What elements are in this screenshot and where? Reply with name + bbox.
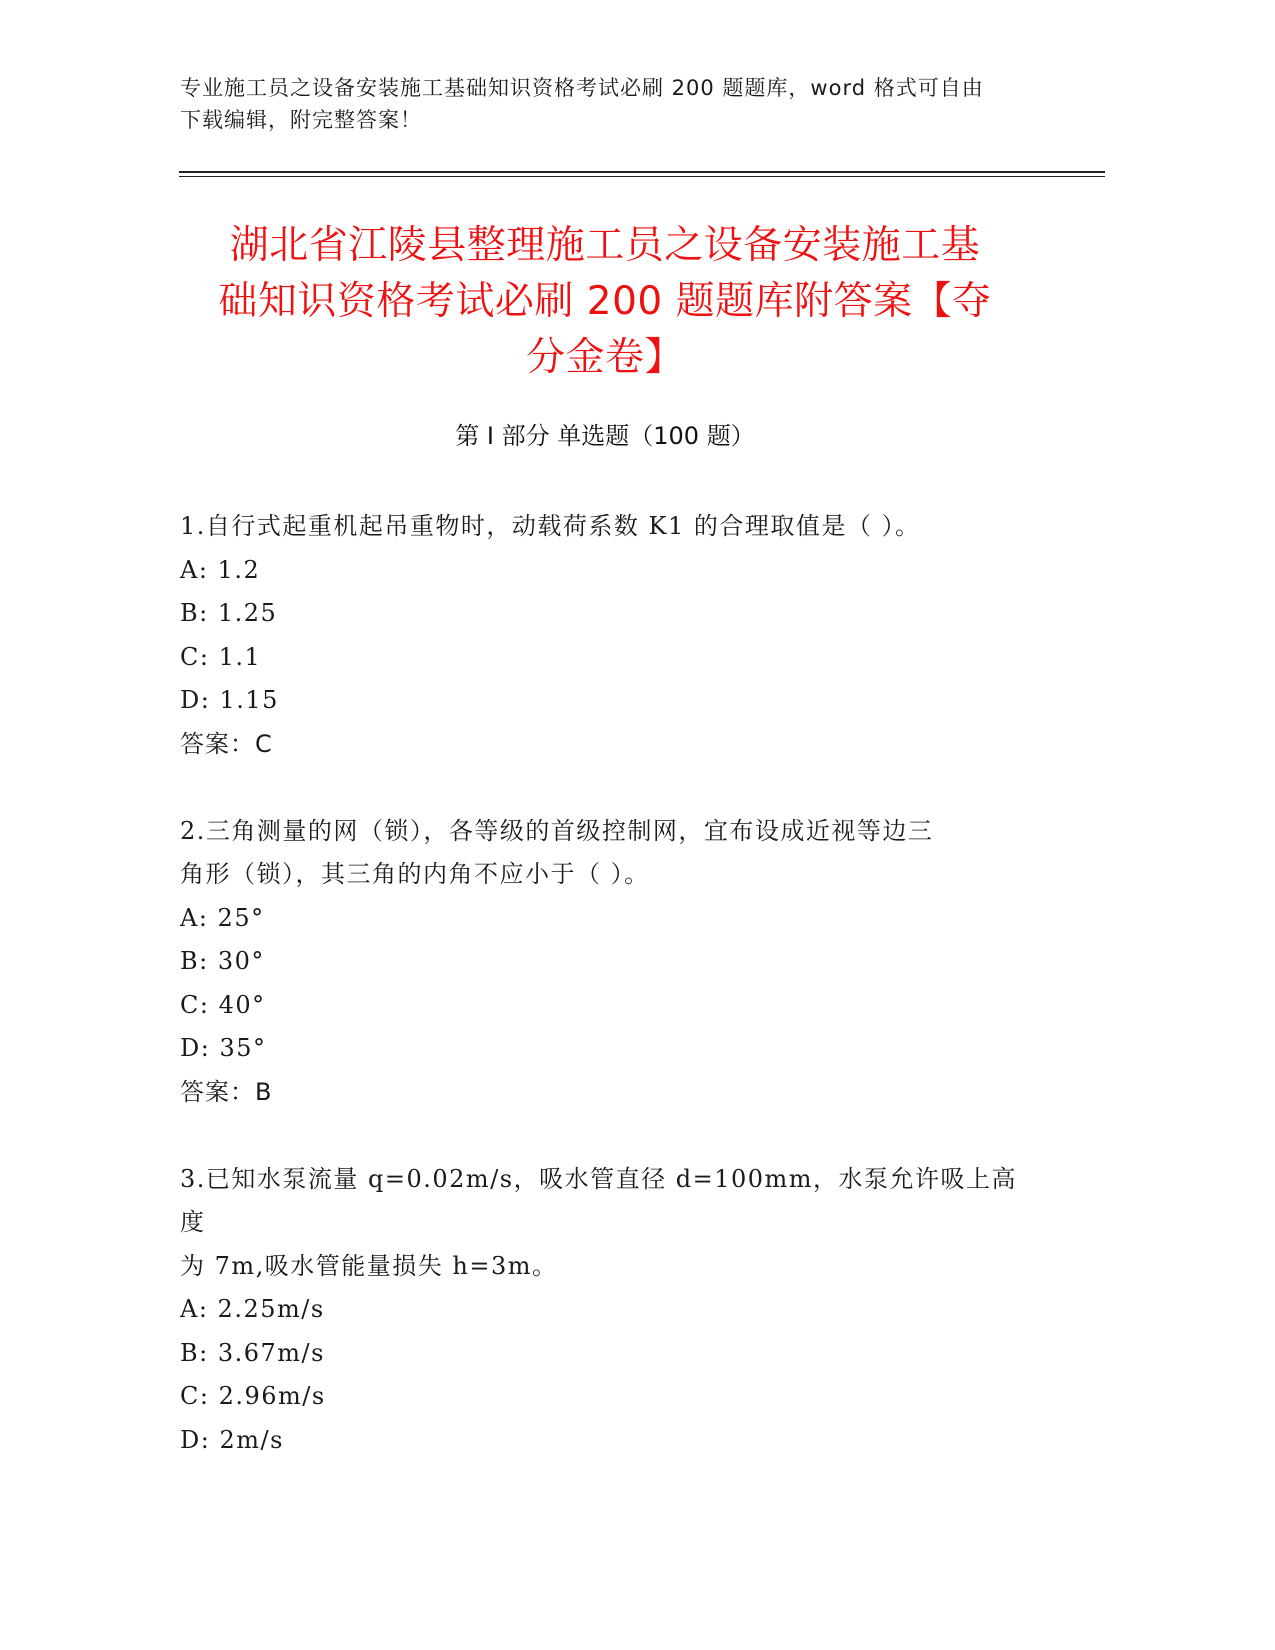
option-d: D: 35° xyxy=(180,1034,267,1062)
option-b: B: 3.67m/s xyxy=(180,1338,325,1367)
option-b: B: 30° xyxy=(180,947,265,975)
option-a: A: 1.2 xyxy=(180,555,261,584)
question-stem-line-2: 为 7m,吸水管能量损失 h=3m。 xyxy=(180,1251,558,1280)
option-d: D: 2m/s xyxy=(180,1425,284,1454)
option-c: C: 40° xyxy=(180,990,266,1019)
answer: 答案：B xyxy=(180,1077,273,1106)
question-stem-line-2: 角形（锁），其三角的内角不应小于（ ）。 xyxy=(180,860,650,888)
question-stem-line-1: 3.已知水泵流量 q=0.02m/s，吸水管直径 d=100mm，水泵允许吸上高度 xyxy=(180,1164,1018,1236)
question-stem-line-1: 2.三角测量的网（锁），各等级的首级控制网，宜布设成近视等边三 xyxy=(180,816,934,845)
header-line-2: 下载编辑，附完整答案！ xyxy=(180,108,422,132)
header-divider-thin xyxy=(179,176,1105,177)
header-line-1: 专业施工员之设备安装施工基础知识资格考试必刷 200 题题库，word 格式可自由 xyxy=(180,76,984,100)
section-title: 第 I 部分 单选题（100 题） xyxy=(455,422,755,450)
option-c: C: 2.96m/s xyxy=(180,1382,326,1410)
question-3 xyxy=(180,1158,1030,1463)
option-a: A: 25° xyxy=(180,903,265,932)
option-b: B: 1.25 xyxy=(180,599,278,627)
title-line-2: 础知识资格考试必刷 200 题题库附答案【夺 xyxy=(218,279,992,324)
document-header xyxy=(180,72,1040,136)
question-stem: 1.自行式起重机起吊重物时，动载荷系数 K1 的合理取值是（ ）。 xyxy=(180,512,921,540)
question-list xyxy=(180,505,1030,1506)
answer: 答案：C xyxy=(180,729,273,758)
title-line-1: 湖北省江陵县整理施工员之设备安装施工基 xyxy=(229,223,981,268)
header-divider-thick xyxy=(179,171,1105,173)
option-a: A: 2.25m/s xyxy=(180,1295,325,1323)
title-line-3: 分金卷】 xyxy=(525,335,684,380)
document-title xyxy=(180,218,1030,386)
option-c: C: 1.1 xyxy=(180,642,262,671)
question-1 xyxy=(180,505,1030,766)
question-2 xyxy=(180,810,1030,1115)
option-d: D: 1.15 xyxy=(180,686,279,714)
